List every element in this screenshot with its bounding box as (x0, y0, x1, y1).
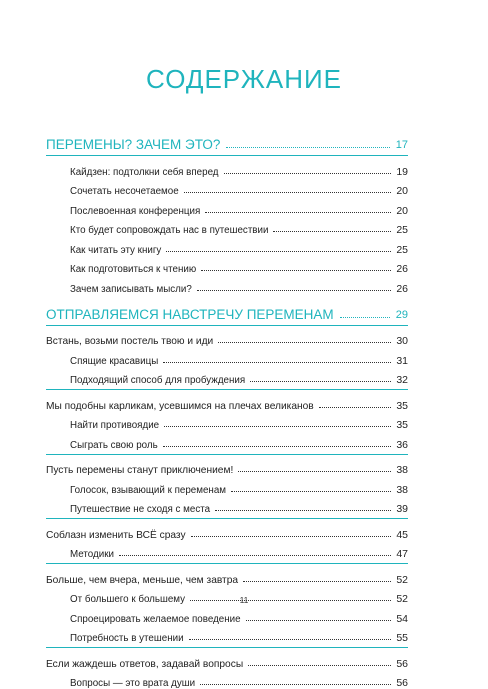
entry-title: Зачем записывать мысли? (46, 284, 192, 295)
toc-chapter[interactable] (46, 521, 408, 541)
dot-leader (246, 620, 392, 621)
chapter-title: Пусть перемены станут приключением! (46, 465, 233, 476)
page-ref: 47 (396, 548, 408, 560)
dot-leader (218, 342, 391, 343)
toc-entry[interactable] (46, 367, 408, 387)
entry-title: От большего к большему (46, 594, 185, 605)
dot-leader (226, 147, 389, 148)
page-ref: 25 (396, 244, 408, 256)
dot-leader (215, 510, 391, 511)
divider (46, 647, 408, 648)
toc-entry[interactable] (46, 670, 408, 689)
page-ref: 19 (396, 166, 408, 178)
dot-leader (163, 446, 392, 447)
page-ref: 38 (396, 464, 408, 476)
dot-leader (224, 173, 392, 174)
dot-leader (201, 270, 391, 271)
dot-leader (191, 536, 392, 537)
page-ref: 20 (396, 185, 408, 197)
dot-leader (243, 581, 391, 582)
entry-title: Кайдзен: подтолкни себя вперед (46, 167, 219, 178)
entry-title: Вопросы — это врата души (46, 678, 195, 689)
page-ref: 55 (396, 632, 408, 644)
dot-leader (205, 212, 391, 213)
toc-entry[interactable] (46, 625, 408, 645)
toc-entry[interactable] (46, 431, 408, 451)
chapter-title: Мы подобны карликам, усевшимся на плечах великанов (46, 401, 314, 412)
page-ref: 29 (396, 309, 408, 322)
dot-leader (319, 407, 392, 408)
toc-chapter[interactable] (46, 328, 408, 348)
page-ref: 54 (396, 613, 408, 625)
dot-leader (184, 192, 392, 193)
chapter-title: Если жаждешь ответов, задавай вопросы (46, 659, 243, 670)
page-ref: 56 (396, 658, 408, 670)
dot-leader (200, 684, 391, 685)
page-ref: 31 (396, 355, 408, 367)
divider (46, 325, 408, 326)
page-ref: 56 (396, 677, 408, 689)
part-title: ПЕРЕМЕНЫ? ЗАЧЕМ ЭТО? (46, 137, 220, 152)
page-ref: 45 (396, 529, 408, 541)
table-of-contents (46, 134, 408, 689)
page-ref: 26 (396, 263, 408, 275)
toc-entry[interactable] (46, 217, 408, 237)
toc-chapter[interactable] (46, 392, 408, 412)
toc-entry[interactable] (46, 197, 408, 217)
page-ref: 35 (396, 419, 408, 431)
entry-title: Послевоенная конференция (46, 206, 200, 217)
page-ref: 39 (396, 503, 408, 515)
toc-entry[interactable] (46, 256, 408, 276)
toc-entry[interactable] (46, 275, 408, 295)
part-heading[interactable] (46, 304, 408, 322)
entry-title: Методики (46, 549, 114, 560)
dot-leader (166, 251, 391, 252)
dot-leader (273, 231, 391, 232)
dot-leader (231, 491, 391, 492)
chapter-title: Встань, возьми постель твою и иди (46, 336, 213, 347)
page-title: СОДЕРЖАНИЕ (0, 64, 488, 95)
toc-chapter[interactable] (46, 566, 408, 586)
entry-title: Как читать эту книгу (46, 245, 161, 256)
page-ref: 20 (396, 205, 408, 217)
page-ref: 30 (396, 335, 408, 347)
page-ref: 52 (396, 593, 408, 605)
entry-title: Спящие красавицы (46, 356, 158, 367)
chapter-title: Больше, чем вчера, меньше, чем завтра (46, 575, 238, 586)
dot-leader (164, 426, 391, 427)
toc-entry[interactable] (46, 347, 408, 367)
dot-leader (163, 362, 391, 363)
toc-entry[interactable] (46, 496, 408, 516)
divider (46, 389, 408, 390)
part-title: ОТПРАВЛЯЕМСЯ НАВСТРЕЧУ ПЕРЕМЕНАМ (46, 307, 334, 322)
entry-title: Как подготовиться к чтению (46, 264, 196, 275)
divider (46, 454, 408, 455)
divider (46, 563, 408, 564)
page-ref: 26 (396, 283, 408, 295)
page-ref: 35 (396, 400, 408, 412)
toc-entry[interactable] (46, 412, 408, 432)
page-ref: 36 (396, 439, 408, 451)
entry-title: Сочетать несочетаемое (46, 186, 179, 197)
dot-leader (197, 290, 392, 291)
toc-chapter[interactable] (46, 457, 408, 477)
toc-entry[interactable] (46, 541, 408, 561)
page-ref: 38 (396, 484, 408, 496)
entry-title: Голосок, взывающий к переменам (46, 485, 226, 496)
page-ref: 25 (396, 224, 408, 236)
chapter-title: Соблазн изменить ВСЁ сразу (46, 530, 186, 541)
dot-leader (189, 639, 392, 640)
dot-leader (340, 317, 390, 318)
toc-entry[interactable] (46, 605, 408, 625)
page-ref: 17 (396, 139, 408, 152)
toc-entry[interactable] (46, 236, 408, 256)
dot-leader (248, 665, 391, 666)
entry-title: Сыграть свою роль (46, 440, 158, 451)
entry-title: Потребность в утешении (46, 633, 184, 644)
entry-title: Путешествие не сходя с места (46, 504, 210, 515)
dot-leader (250, 381, 391, 382)
dot-leader (119, 555, 391, 556)
page-number: 11 (0, 595, 488, 605)
toc-chapter[interactable] (46, 650, 408, 670)
toc-entry[interactable] (46, 158, 408, 178)
toc-entry[interactable] (46, 476, 408, 496)
page-ref: 32 (396, 374, 408, 386)
dot-leader (238, 471, 391, 472)
entry-title: Подходящий способ для пробуждения (46, 375, 245, 386)
page-ref: 52 (396, 574, 408, 586)
entry-title: Спроецировать желаемое поведение (46, 614, 241, 625)
entry-title: Кто будет сопровождать нас в путешествии (46, 225, 268, 236)
entry-title: Найти противоядие (46, 420, 159, 431)
divider (46, 155, 408, 156)
toc-entry[interactable] (46, 178, 408, 198)
divider (46, 518, 408, 519)
part-heading[interactable] (46, 134, 408, 152)
